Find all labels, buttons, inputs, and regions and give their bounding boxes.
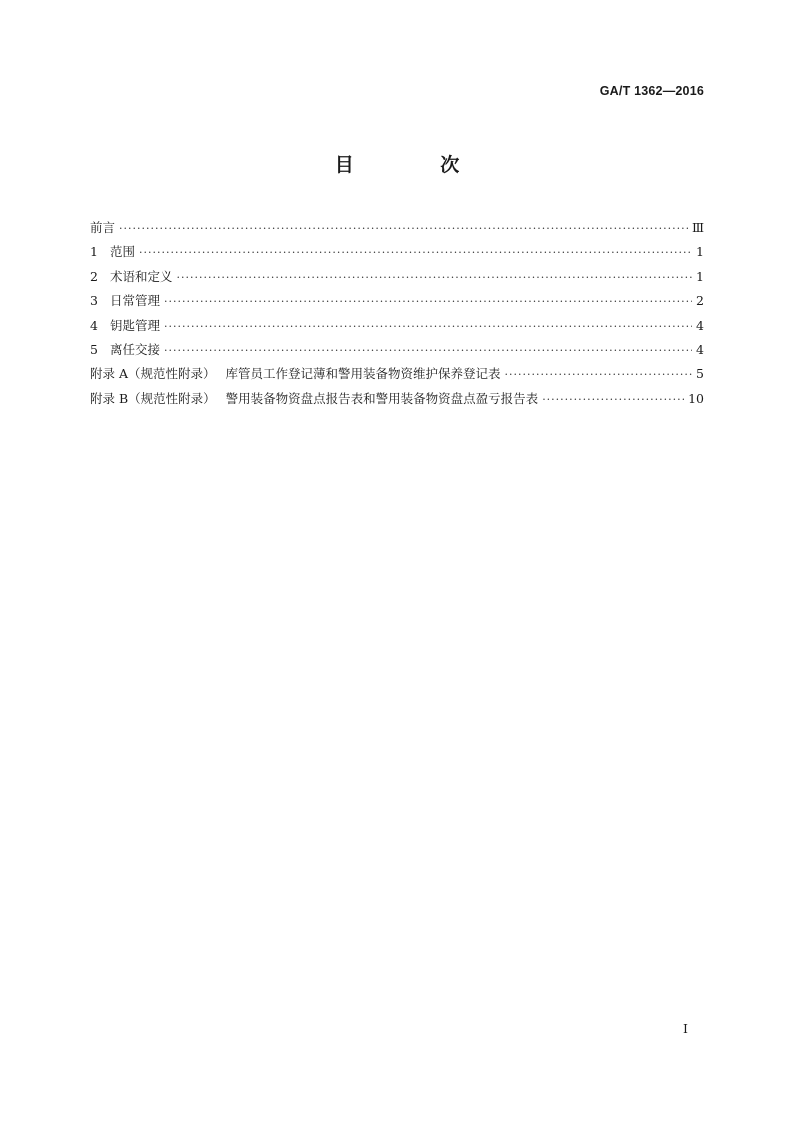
- dot-leader: [505, 363, 693, 387]
- dot-leader: [542, 388, 684, 412]
- toc-entry-page: 10: [688, 390, 704, 406]
- standard-code: GA/T 1362—2016: [599, 84, 704, 98]
- toc-entry-number: 1: [90, 244, 98, 260]
- toc-entry-label: 日常管理: [109, 293, 160, 309]
- toc-entry-preface[interactable]: [90, 216, 704, 240]
- toc-entry-number: 4: [90, 317, 98, 333]
- toc-entry-page: 1: [696, 268, 704, 284]
- toc-entry-subtitle: 库管员工作登记薄和警用装备物资维护保养登记表: [225, 366, 501, 382]
- toc-entry-handover[interactable]: [90, 338, 704, 362]
- toc-entry-number: 5: [90, 341, 98, 357]
- toc-entry-label: 范围: [109, 244, 135, 260]
- toc-entry-number: 2: [90, 268, 98, 284]
- toc-entry-scope[interactable]: [90, 240, 704, 264]
- dot-leader: [164, 290, 692, 314]
- toc-entry-page: Ⅲ: [691, 220, 704, 235]
- page-number: I: [683, 1021, 688, 1036]
- toc-entry-label: 术语和定义: [109, 268, 173, 284]
- page-title: 目 次: [334, 154, 500, 176]
- toc-entry-label: 前言: [90, 220, 116, 235]
- dot-leader: [119, 217, 688, 241]
- toc-entry-appendix-a[interactable]: [90, 362, 704, 386]
- toc-entry-label: 钥匙管理: [109, 317, 160, 333]
- dot-leader: [164, 315, 692, 339]
- table-of-contents: [90, 216, 704, 411]
- toc-entry-number: 3: [90, 293, 98, 309]
- dot-leader: [139, 241, 692, 265]
- toc-entry-page: 1: [696, 244, 704, 260]
- toc-entry-daily-management[interactable]: [90, 289, 704, 313]
- toc-entry-page: 4: [696, 341, 704, 357]
- toc-entry-page: 5: [696, 366, 704, 382]
- toc-entry-appendix-b[interactable]: [90, 387, 704, 411]
- toc-entry-key-management[interactable]: [90, 314, 704, 338]
- dot-leader: [176, 266, 692, 290]
- toc-entry-page: 4: [696, 317, 704, 333]
- toc-entry-label: 离任交接: [109, 341, 160, 357]
- toc-entry-terms[interactable]: [90, 265, 704, 289]
- toc-entry-page: 2: [696, 293, 704, 309]
- dot-leader: [164, 339, 692, 363]
- toc-entry-subtitle: 警用装备物资盘点报告表和警用装备物资盘点盈亏报告表: [225, 390, 539, 406]
- toc-entry-label: 附录 A（规范性附录）: [90, 366, 216, 382]
- toc-entry-label: 附录 B（规范性附录）: [90, 390, 216, 406]
